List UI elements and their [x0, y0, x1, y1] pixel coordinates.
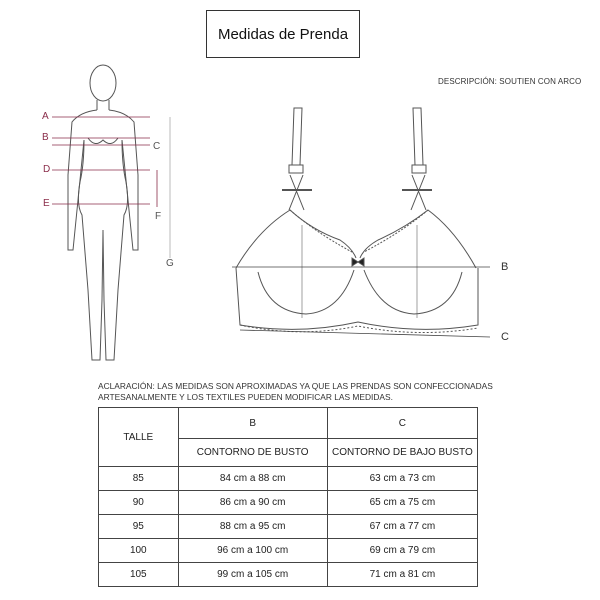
bajo-busto-cell: 69 cm a 79 cm [327, 539, 477, 563]
busto-cell: 99 cm a 105 cm [178, 563, 327, 587]
bajo-busto-cell: 65 cm a 75 cm [327, 491, 477, 515]
talle-cell: 90 [99, 491, 179, 515]
col-b-letter: B [178, 408, 327, 439]
talle-header: TALLE [99, 408, 179, 467]
table-row [99, 563, 478, 587]
note-line-2: ARTESANALMENTE Y LOS TEXTILES PUEDEN MODIFICAR LAS MEDIDAS. [98, 392, 393, 402]
busto-cell: 88 cm a 95 cm [178, 515, 327, 539]
label-e: E [43, 198, 50, 209]
table-row [99, 539, 478, 563]
label-g: G [166, 258, 174, 269]
bra-label-c: C [501, 331, 509, 343]
bra-label-b: B [501, 261, 509, 273]
table-row [99, 515, 478, 539]
page-title: Medidas de Prenda [217, 25, 349, 43]
bajo-busto-cell: 71 cm a 81 cm [327, 563, 477, 587]
label-d: D [43, 164, 51, 175]
label-f: F [155, 211, 162, 222]
col-c-label: CONTORNO DE BAJO BUSTO [327, 439, 477, 467]
measurement-lines [52, 117, 170, 258]
size-table [98, 407, 478, 587]
busto-cell: 96 cm a 100 cm [178, 539, 327, 563]
table-row [99, 467, 478, 491]
body-silhouette [68, 65, 138, 360]
talle-cell: 95 [99, 515, 179, 539]
col-c-letter: C [327, 408, 477, 439]
col-b-label: CONTORNO DE BUSTO [178, 439, 327, 467]
label-a: A [42, 111, 49, 122]
bajo-busto-cell: 63 cm a 73 cm [327, 467, 477, 491]
bajo-busto-cell: 67 cm a 77 cm [327, 515, 477, 539]
talle-cell: 105 [99, 563, 179, 587]
label-c: C [153, 141, 161, 152]
clarification-note [98, 381, 493, 403]
bra-drawing [236, 108, 478, 333]
table-row [99, 491, 478, 515]
talle-cell: 85 [99, 467, 179, 491]
busto-cell: 86 cm a 90 cm [178, 491, 327, 515]
garment-description: DESCRIPCIÓN: SOUTIEN CON ARCO [438, 77, 582, 86]
talle-cell: 100 [99, 539, 179, 563]
busto-cell: 84 cm a 88 cm [178, 467, 327, 491]
note-line-1: ACLARACIÓN: LAS MEDIDAS SON APROXIMADAS YA QUE LAS PRENDAS SON CONFECCIONADAS [98, 381, 493, 391]
label-b: B [42, 132, 49, 143]
